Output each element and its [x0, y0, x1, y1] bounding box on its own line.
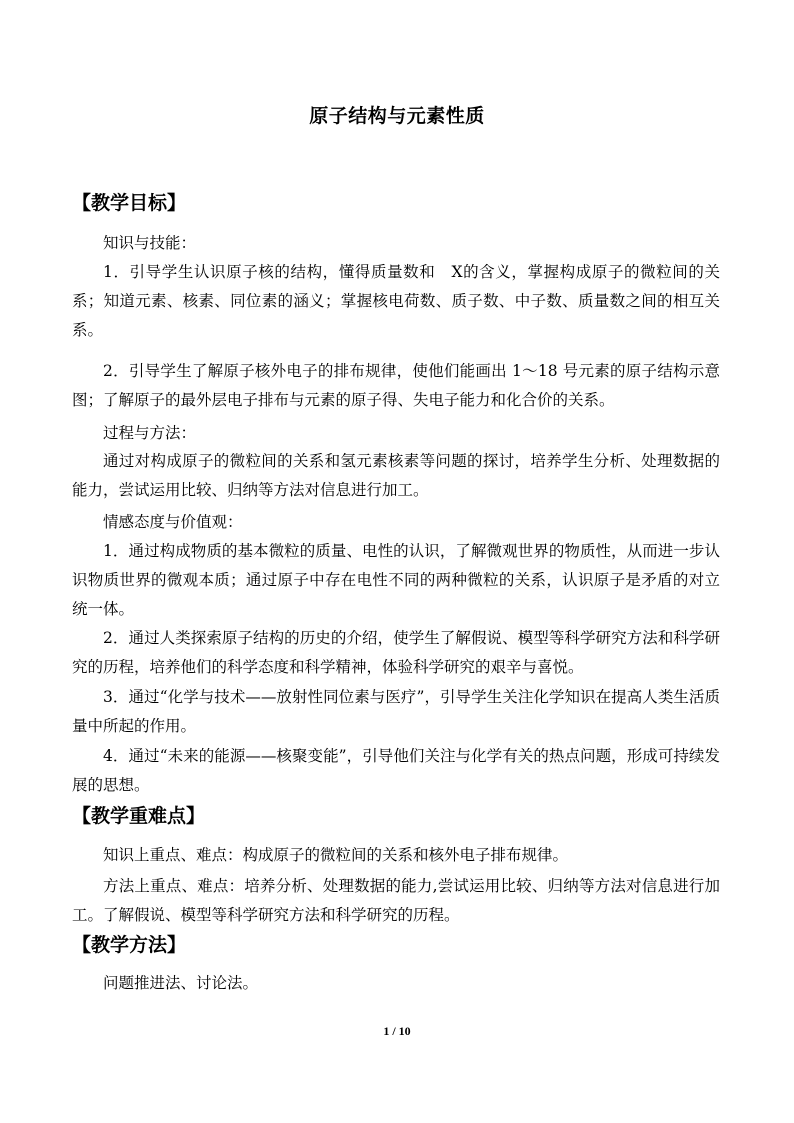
paragraph-process-methods: 通过对构成原子的微粒间的关系和氢元素核素等问题的探讨，培养学生分析、处理数据的能力，尝试运用比较、归纳等方法对信息进行加工。	[72, 452, 720, 499]
section-heading-key-difficult-points: 【教学重难点】	[72, 805, 206, 827]
paragraph-attitude-values-label: 情感态度与价值观：	[103, 513, 243, 531]
paragraph-goal-2: 2．引导学生了解原子核外电子的排布规律，使他们能画出 1～18 号元素的原子结构示意图；了解原子的最外层电子排布与元素的原子得、失电子能力和化合价的关系。	[72, 362, 720, 409]
section-heading-teaching-goals: 【教学目标】	[72, 192, 187, 214]
document-title: 原子结构与元素性质	[309, 105, 485, 127]
paragraph-knowledge-key-points: 知识上重点、难点：构成原子的微粒间的关系和核外电子排布规律。	[103, 846, 569, 864]
paragraph-attitude-3: 3．通过“化学与技术——放射性同位素与医疗”，引导学生关注化学知识在提高人类生活质量中所起的作用。	[72, 688, 720, 735]
paragraph-process-methods-label: 过程与方法：	[103, 424, 197, 442]
paragraph-method-key-points: 方法上重点、难点：培养分析、处理数据的能力,尝试运用比较、归纳等方法对信息进行加工。了解假说、模型等科学研究方法和科学研究的历程。	[72, 877, 720, 924]
paragraph-attitude-1: 1．通过构成物质的基本微粒的质量、电性的认识，了解微观世界的物质性，从而进一步认识物质世界的微观本质；通过原子中存在电性不同的两种微粒的关系，认识原子是矛盾的对立统一体。	[72, 542, 720, 618]
page-number: 1 / 10	[383, 1024, 411, 1038]
paragraph-attitude-2: 2．通过人类探索原子结构的历史的介绍，使学生了解假说、模型等科学研究方法和科学研究的历程，培养他们的科学态度和科学精神，体验科学研究的艰辛与喜悦。	[72, 629, 720, 676]
paragraph-knowledge-skills-label: 知识与技能：	[103, 234, 197, 252]
paragraph-teaching-methods: 问题推进法、讨论法。	[103, 974, 259, 992]
paragraph-goal-1: 1．引导学生认识原子核的结构，懂得质量数和 X的含义，掌握构成原子的微粒间的关系；知道元素、核素、同位素的涵义；掌握核电荷数、质子数、中子数、质量数之间的相互关系。	[72, 263, 720, 339]
section-heading-teaching-methods: 【教学方法】	[72, 934, 187, 956]
paragraph-attitude-4: 4．通过“未来的能源——核聚变能”，引导他们关注与化学有关的热点问题，形成可持续发展的思想。	[72, 747, 720, 794]
